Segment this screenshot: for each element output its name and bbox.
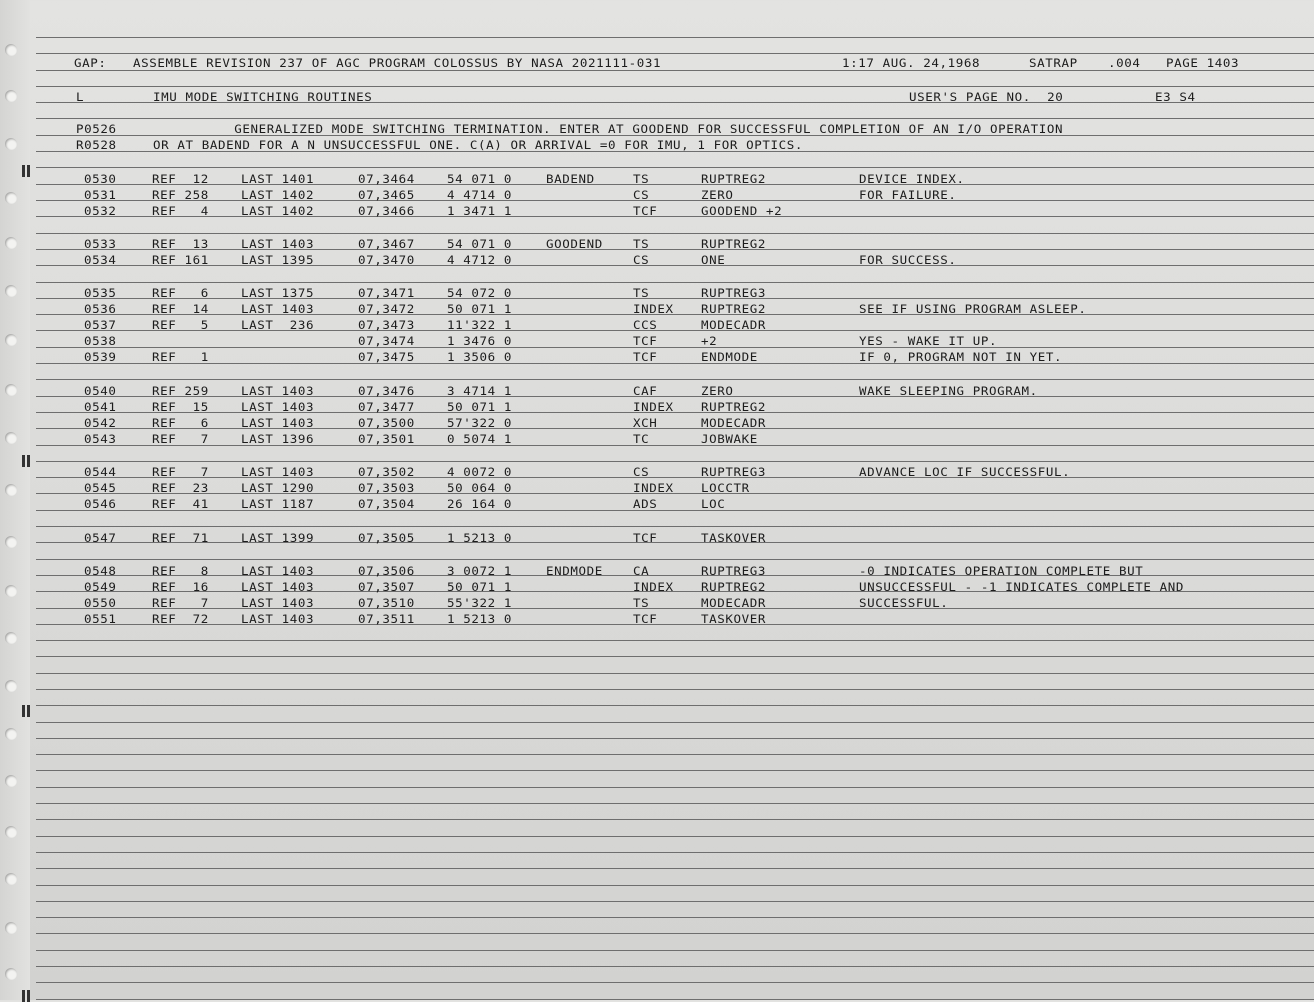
listing-code: 55'322 1 [447,595,513,610]
listing-line: 0535 [84,285,117,300]
listing-addr: 07,3500 [358,415,415,430]
feed-hole [5,138,17,150]
listing-line: 0544 [84,464,117,479]
ruled-line [36,428,1314,429]
listing-addr: 07,3464 [358,171,415,186]
listing-ref: REF 14 [152,301,209,316]
feed-hole [5,334,17,346]
feed-hole [5,90,17,102]
listing-code: 4 4712 0 [447,252,513,267]
ruled-line [36,53,1314,54]
listing-last: LAST 1403 [241,611,315,626]
section-title: IMU MODE SWITCHING ROUTINES [153,89,373,104]
remark-text: OR AT BADEND FOR A N UNSUCCESSFUL ONE. C(A) OR ARRIVAL =0 FOR IMU, 1 FOR OPTICS. [153,137,804,152]
listing-op: TS [633,236,650,251]
ruled-line [36,510,1314,511]
listing-op: TCF [633,333,658,348]
listing-addr: 07,3510 [358,595,415,610]
ruled-line [36,982,1314,983]
listing-addr: 07,3476 [358,383,415,398]
listing-ref: REF 5 [152,317,209,332]
listing-operand: RUPTREG2 [701,579,767,594]
ruled-line [36,624,1314,625]
feed-hole [5,680,17,692]
listing-addr: 07,3507 [358,579,415,594]
ruled-line [36,37,1314,38]
feed-hole [5,536,17,548]
listing-ref: REF 6 [152,285,209,300]
listing-op: TCF [633,203,658,218]
listing-op: CS [633,187,650,202]
listing-op: ADS [633,496,658,511]
listing-operand: JOBWAKE [701,431,758,446]
listing-operand: MODECADR [701,317,767,332]
ruled-line [36,656,1314,657]
listing-op: TS [633,595,650,610]
listing-last: LAST 1403 [241,464,315,479]
ruled-line [36,803,1314,804]
listing-operand: RUPTREG2 [701,399,767,414]
ruled-line [36,445,1314,446]
remark-line-number: R0528 [76,137,117,152]
log-section: L [76,89,85,104]
listing-addr: 07,3511 [358,611,415,626]
ruled-line [36,526,1314,527]
ruled-line [36,282,1314,283]
listing-op: TCF [633,611,658,626]
listing-comment: IF 0, PROGRAM NOT IN YET. [859,349,1063,364]
listing-last: LAST 1396 [241,431,315,446]
ruled-line [36,86,1314,87]
listing-ref: REF 258 [152,187,209,202]
ruled-line [36,167,1314,168]
listing-comment: UNSUCCESSFUL - -1 INDICATES COMPLETE AND [859,579,1185,594]
listing-label: ENDMODE [546,563,603,578]
listing-comment: SEE IF USING PROGRAM ASLEEP. [859,301,1087,316]
listing-line: 0533 [84,236,117,251]
listing-addr: 07,3472 [358,301,415,316]
listing-op: XCH [633,415,658,430]
listing-line: 0538 [84,333,117,348]
ruled-line [36,412,1314,413]
listing-last: LAST 1395 [241,252,315,267]
ruled-line [36,852,1314,853]
ruled-line [36,933,1314,934]
listing-last: LAST 1401 [241,171,315,186]
listing-operand: ZERO [701,383,734,398]
feed-hole [5,44,17,56]
feed-hole [5,237,17,249]
ruled-line [36,265,1314,266]
ruled-line [36,787,1314,788]
listing-addr: 07,3471 [358,285,415,300]
listing-op: INDEX [633,399,674,414]
listing-operand: LOCCTR [701,480,750,495]
feed-hole [5,728,17,740]
ruled-line [36,673,1314,674]
listing-last: LAST 1403 [241,563,315,578]
listing-line: 0540 [84,383,117,398]
feed-hole [5,968,17,980]
listing-code: 50 071 1 [447,301,513,316]
listing-addr: 07,3506 [358,563,415,578]
listing-last: LAST 1399 [241,530,315,545]
perforation-mark [22,455,25,467]
listing-op: CS [633,464,650,479]
listing-op: TS [633,171,650,186]
listing-addr: 07,3505 [358,530,415,545]
listing-operand: ONE [701,252,726,267]
feed-hole [5,192,17,204]
ruled-line [36,901,1314,902]
listing-ref: REF 72 [152,611,209,626]
listing-op: CAF [633,383,658,398]
listing-code: 1 3476 0 [447,333,513,348]
ruled-line [36,754,1314,755]
ruled-line [36,216,1314,217]
listing-operand: TASKOVER [701,530,767,545]
listing-line: 0530 [84,171,117,186]
listing-label: BADEND [546,171,595,186]
listing-op: INDEX [633,579,674,594]
listing-line: 0532 [84,203,117,218]
listing-ref: REF 6 [152,415,209,430]
listing-addr: 07,3466 [358,203,415,218]
ruled-line [36,738,1314,739]
listing-line: 0547 [84,530,117,545]
listing-addr: 07,3502 [358,464,415,479]
ruled-line [36,184,1314,185]
listing-op: TCF [633,530,658,545]
listing-comment: SUCCESSFUL. [859,595,949,610]
listing-last: LAST 1403 [241,383,315,398]
listing-operand: ENDMODE [701,349,758,364]
listing-code: 1 3506 0 [447,349,513,364]
ruled-line [36,722,1314,723]
listing-last: LAST 1402 [241,203,315,218]
listing-comment: FOR SUCCESS. [859,252,957,267]
listing-code: 54 071 0 [447,236,513,251]
listing-ref: REF 7 [152,595,209,610]
listing-code: 4 0072 0 [447,464,513,479]
listing-line: 0549 [84,579,117,594]
listing-line: 0543 [84,431,117,446]
listing-op: TS [633,285,650,300]
ruled-line [36,314,1314,315]
header-page: PAGE 1403 [1166,55,1240,70]
header-code: .004 [1108,55,1141,70]
listing-comment: WAKE SLEEPING PROGRAM. [859,383,1038,398]
listing-ref: REF 12 [152,171,209,186]
ruled-line [36,396,1314,397]
ruled-line [36,493,1314,494]
listing-operand: ZERO [701,187,734,202]
listing-last: LAST 1403 [241,301,315,316]
listing-line: 0531 [84,187,117,202]
listing-line: 0539 [84,349,117,364]
header-user: SATRAP [1029,55,1078,70]
listing-addr: 07,3504 [358,496,415,511]
listing-op: TCF [633,349,658,364]
listing-ref: REF 13 [152,236,209,251]
feed-hole [5,285,17,297]
listing-ref: REF 8 [152,563,209,578]
listing-ref: REF 15 [152,399,209,414]
ruled-line [36,819,1314,820]
ruled-line [36,868,1314,869]
ruled-line [36,770,1314,771]
listing-addr: 07,3475 [358,349,415,364]
listing-comment: -0 INDICATES OPERATION COMPLETE BUT [859,563,1144,578]
listing-operand: RUPTREG2 [701,236,767,251]
listing-code: 54 071 0 [447,171,513,186]
listing-ref: REF 71 [152,530,209,545]
ruled-line [36,298,1314,299]
listing-code: 50 071 1 [447,399,513,414]
listing-code: 1 3471 1 [447,203,513,218]
listing-last: LAST 1403 [241,579,315,594]
ruled-line [36,233,1314,234]
listing-code: 50 071 1 [447,579,513,594]
listing-op: CA [633,563,650,578]
listing-op: CS [633,252,650,267]
ruled-line [36,950,1314,951]
ruled-line [36,885,1314,886]
remark-text: GENERALIZED MODE SWITCHING TERMINATION. ENTER AT GOODEND FOR SUCCESSFUL COMPLETION OF AN I/O OPERATION [153,121,1064,136]
feed-hole [5,775,17,787]
listing-operand: RUPTREG2 [701,301,767,316]
ruled-line [36,249,1314,250]
listing-operand: RUPTREG2 [701,171,767,186]
listing-operand: RUPTREG3 [701,285,767,300]
listing-ref: REF 23 [152,480,209,495]
ruled-line [36,836,1314,837]
ruled-line [36,917,1314,918]
listing-code: 0 5074 1 [447,431,513,446]
listing-op: TC [633,431,650,446]
listing-last: LAST 1187 [241,496,315,511]
listing-code: 57'322 0 [447,415,513,430]
feed-hole [5,585,17,597]
feed-hole [5,826,17,838]
listing-last: LAST 1375 [241,285,315,300]
listing-code: 11'322 1 [447,317,513,332]
ruled-line [36,559,1314,560]
listing-line: 0551 [84,611,117,626]
listing-op: CCS [633,317,658,332]
listing-line: 0542 [84,415,117,430]
perforation-mark [22,165,25,177]
listing-comment: ADVANCE LOC IF SUCCESSFUL. [859,464,1071,479]
listing-ref: REF 161 [152,252,209,267]
ruled-line [36,689,1314,690]
ruled-line [36,347,1314,348]
header-gap-label: GAP: [74,55,107,70]
sheet-code: E3 S4 [1155,89,1196,104]
listing-operand: GOODEND +2 [701,203,783,218]
listing-operand: LOC [701,496,726,511]
feed-hole [5,384,17,396]
ruled-line [36,705,1314,706]
listing-line: 0536 [84,301,117,316]
listing-line: 0548 [84,563,117,578]
listing-code: 54 072 0 [447,285,513,300]
listing-operand: MODECADR [701,595,767,610]
listing-last: LAST 1402 [241,187,315,202]
listing-op: INDEX [633,301,674,316]
feed-hole [5,632,17,644]
ruled-line [36,70,1314,71]
listing-last: LAST 1403 [241,415,315,430]
listing-addr: 07,3467 [358,236,415,251]
ruled-line [36,461,1314,462]
listing-comment: DEVICE INDEX. [859,171,965,186]
feed-hole [5,432,17,444]
listing-ref: REF 41 [152,496,209,511]
listing-line: 0541 [84,399,117,414]
header-assemble-text: ASSEMBLE REVISION 237 OF AGC PROGRAM COLOSSUS BY NASA 2021111-031 [133,55,662,70]
listing-ref: REF 259 [152,383,209,398]
ruled-line [36,200,1314,201]
listing-addr: 07,3474 [358,333,415,348]
ruled-line [36,118,1314,119]
ruled-line [36,640,1314,641]
listing-code: 1 5213 0 [447,611,513,626]
listing-ref: REF 16 [152,579,209,594]
listing-code: 4 4714 0 [447,187,513,202]
ruled-line [36,542,1314,543]
users-page-number: USER'S PAGE NO. 20 [909,89,1064,104]
listing-operand: TASKOVER [701,611,767,626]
listing-last: LAST 1403 [241,236,315,251]
listing-label: GOODEND [546,236,603,251]
ruled-line [36,966,1314,967]
tractor-feed-strip [0,0,30,1000]
feed-hole [5,484,17,496]
listing-line: 0534 [84,252,117,267]
listing-operand: RUPTREG3 [701,563,767,578]
listing-operand: RUPTREG3 [701,464,767,479]
listing-ref: REF 7 [152,431,209,446]
listing-line: 0546 [84,496,117,511]
listing-code: 3 0072 1 [447,563,513,578]
ruled-line [36,379,1314,380]
listing-line: 0545 [84,480,117,495]
listing-addr: 07,3503 [358,480,415,495]
listing-line: 0550 [84,595,117,610]
listing-ref: REF 7 [152,464,209,479]
listing-line: 0537 [84,317,117,332]
listing-operand: MODECADR [701,415,767,430]
listing-code: 1 5213 0 [447,530,513,545]
listing-op: INDEX [633,480,674,495]
listing-last: LAST 1403 [241,399,315,414]
listing-addr: 07,3501 [358,431,415,446]
listing-addr: 07,3477 [358,399,415,414]
listing-addr: 07,3473 [358,317,415,332]
listing-comment: YES - WAKE IT UP. [859,333,998,348]
listing-code: 50 064 0 [447,480,513,495]
perforation-mark [22,705,25,717]
listing-ref: REF 4 [152,203,209,218]
feed-hole [5,922,17,934]
listing-last: LAST 1290 [241,480,315,495]
listing-ref: REF 1 [152,349,209,364]
header-time-date: 1:17 AUG. 24,1968 [842,55,981,70]
listing-last: LAST 1403 [241,595,315,610]
listing-code: 26 164 0 [447,496,513,511]
listing-last: LAST 236 [241,317,315,332]
ruled-line [36,363,1314,364]
ruled-line [36,477,1314,478]
ruled-line [36,330,1314,331]
ruled-line [36,608,1314,609]
listing-addr: 07,3465 [358,187,415,202]
listing-code: 3 4714 1 [447,383,513,398]
remark-line-number: P0526 [76,121,117,136]
perforation-mark [22,990,25,1002]
listing-operand: +2 [701,333,718,348]
feed-hole [5,873,17,885]
listing-addr: 07,3470 [358,252,415,267]
listing-comment: FOR FAILURE. [859,187,957,202]
